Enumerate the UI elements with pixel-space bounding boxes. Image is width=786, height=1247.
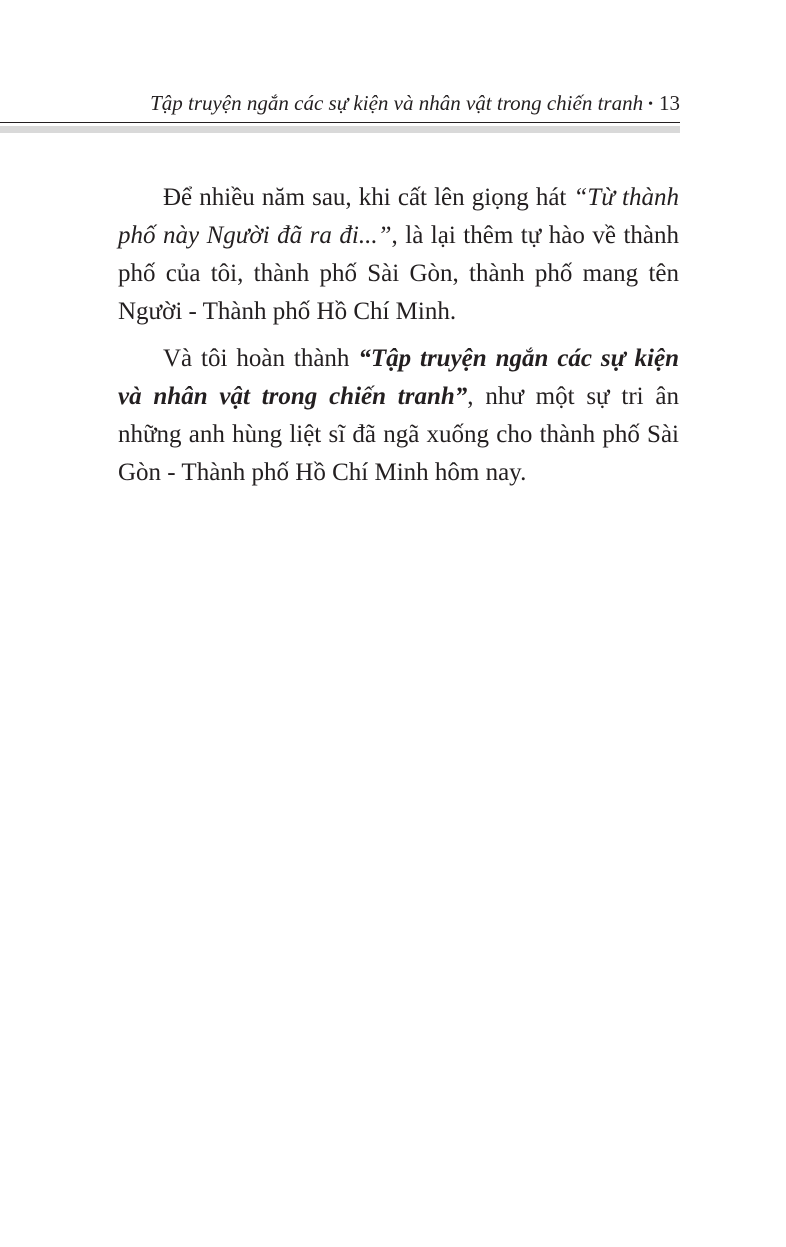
paragraph-2-lead: Và tôi hoàn thành [163,345,359,372]
running-header [0,84,680,134]
paragraph-2 [118,340,679,492]
page-number: 13 [659,91,680,115]
header-line [150,90,680,120]
body-text [118,179,679,501]
song-quote: “Từ thành phố này Người đã ra đi...” [118,184,679,249]
bullet-separator: • [648,97,653,112]
running-title: Tập truyện ngắn các sự kiện và nhân vật trong chiến tranh [150,91,644,115]
header-rule-thin [0,122,680,123]
book-title-quote: “Tập truyện ngắn các sự kiện và nhân vật trong chiến tranh” [118,345,679,410]
paragraph-1-lead: Để nhiều năm sau, khi cất lên giọng hát [163,184,574,211]
header-rule-thick [0,126,680,133]
paragraph-1 [118,179,679,331]
paragraph-1-tail: , là lại thêm tự hào về thành phố của tôi, thành phố Sài Gòn, thành phố mang tên Người - Thành phố Hồ Chí Minh. [118,222,679,325]
paragraph-2-tail: , như một sự tri ân những anh hùng liệt sĩ đã ngã xuống cho thành phố Sài Gòn - Thành phố Hồ Chí Minh hôm nay. [118,383,679,486]
